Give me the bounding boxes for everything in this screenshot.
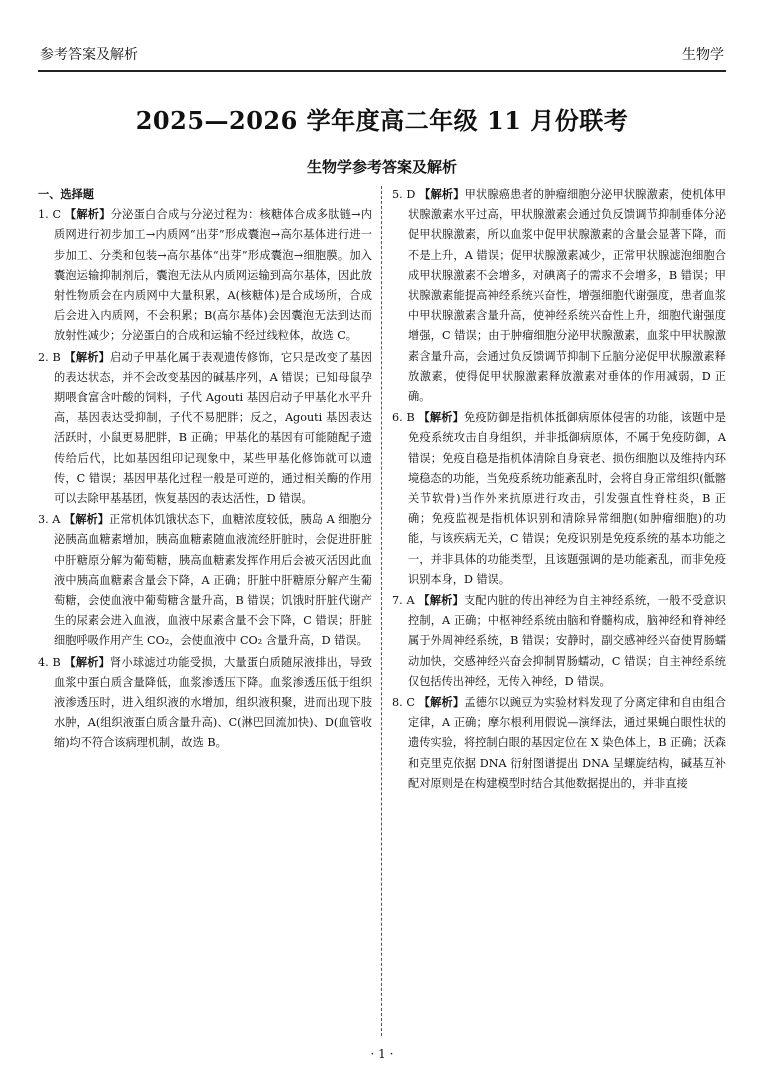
right-item-list <box>392 184 726 794</box>
analysis-text: 分泌蛋白合成与分泌过程为：核糖体合成多肽链→内质网进行初步加工→内质网“出芽”形成囊泡→高尔基体进行进一步加工、分类和包装→高尔基体“出芽”形成囊泡→细胞膜。加入囊泡运输抑制剂后，囊泡无法从内质网运输到高尔基体，因此放射性物质会在内质网中大量积累，A(核糖体)是合成场所，合成后会进入内质网，不会积累；B(高尔基体)会因囊泡无法到达而放射性减少；分泌蛋白的合成和运输不经过线粒体，故选 C。 <box>54 208 372 343</box>
left-column <box>38 184 372 754</box>
answer-number: 6. B <box>392 411 415 425</box>
analysis-label: 【解析】 <box>418 593 464 608</box>
answer-number: 4. B <box>38 655 61 669</box>
analysis-label: 【解析】 <box>64 349 111 364</box>
page-subtitle: 生物学参考答案及解析 <box>306 158 457 176</box>
answer-item <box>38 509 372 651</box>
answer-item <box>38 652 372 754</box>
page-title: 2025—2026 学年度高二年级 11 月份联考 <box>135 106 629 135</box>
left-item-list <box>38 204 372 753</box>
answer-item <box>392 184 726 407</box>
analysis-label: 【解析】 <box>418 695 465 710</box>
analysis-text: 支配内脏的传出神经为自主神经系统，一般不受意识控制，A 正确；中枢神经系统由脑和脊髓构成，脑神经和脊神经属于外周神经系统，B 错误；安静时，副交感神经兴奋使胃肠蠕动加快，交感神经兴奋会抑制胃肠蠕动，C 错误；自主神经系统仅包括传出神经，无传入神经，D 错误。 <box>408 594 726 688</box>
analysis-label: 【解析】 <box>64 207 111 222</box>
header-right: 生物学 <box>682 47 724 63</box>
answer-number: 1. C <box>38 208 62 222</box>
page-number: · 1 · <box>370 1047 394 1061</box>
analysis-label: 【解析】 <box>418 410 465 425</box>
answer-number: 8. C <box>392 696 415 710</box>
answer-number: 5. D <box>392 188 416 201</box>
answer-number: 3. A <box>38 513 61 527</box>
analysis-text: 启动子甲基化属于表观遗传修饰，它只是改变了基因的表达状态，并不会改变基因的碱基序列，A 错误；已知母鼠孕期喂食富含叶酸的饲料，子代 Agouti 基因启动子甲基化水平升高，基因表达受抑制，子代不易肥胖；反之，Agouti 基因表达活跃时，小鼠更易肥胖，B 正确；甲基化的基因有可能随配子遗传给后代，比如基因组印记现象中，某些甲基化修饰就可以遗传，C 错误；基因甲基化过程一般是可逆的，通过相关酶的作用可以去除甲基基团，恢复基因的表达活性，D 错误。 <box>54 350 372 506</box>
analysis-label: 【解析】 <box>419 187 465 201</box>
analysis-text: 免疫防御是指机体抵御病原体侵害的功能，该题中是免疫系统攻击自身组织，并非抵御病原体，不属于免疫防御，A 错误；免疫自稳是指机体清除自身衰老、损伤细胞以及维持内环境稳态的功能，当免疫系统功能紊乱时，会将自身正常组织(骶髂关节软骨)当作外来抗原进行攻击，引发强直性脊柱炎，B 正确；免疫监视是指机体识别和清除异常细胞(如肿瘤细胞)的功能，与该疾病无关，C 错误；免疫识别是免疫系统的基本功能之一，并非具体的功能类型，且该题强调的是功能紊乱，而非免疫识别本身，D 错误。 <box>408 411 726 586</box>
answer-item <box>392 590 726 692</box>
analysis-text: 正常机体饥饿状态下，血糖浓度较低，胰岛 A 细胞分泌胰高血糖素增加，胰高血糖素随血液流经肝脏时，会促进肝脏中肝糖原分解为葡萄糖，胰高血糖素发挥作用后会被灭活因此血液中胰高血糖素含量会下降，A 正确；肝脏中肝糖原分解产生葡萄糖，会使血液中葡萄糖含量升高，B 错误；饥饿时肝脏代谢产生的尿素会进入血液，血液中尿素含量不会下降，C 错误；肝脏细胞呼吸作用产生 CO₂，会使血液中 CO₂ 含量升高，D 错误。 <box>54 513 372 648</box>
analysis-label: 【解析】 <box>64 512 110 527</box>
header-left: 参考答案及解析 <box>40 47 138 63</box>
header-rule <box>38 70 726 72</box>
right-column <box>392 184 726 794</box>
answer-item <box>38 347 372 510</box>
answer-item <box>392 407 726 590</box>
analysis-label: 【解析】 <box>64 654 111 669</box>
analysis-text: 肾小球滤过功能受损，大量蛋白质随尿液排出，导致血浆中蛋白质含量降低，血浆渗透压下降。血浆渗透压低于组织液渗透压时，进入组织液的水增加，组织液积聚，进而出现下肢水肿，A(组织液蛋白质含量升高)、C(淋巴回流加快)、D(血管收缩)均不符合该病理机制，故选 B。 <box>54 655 372 750</box>
answer-number: 2. B <box>38 350 61 364</box>
analysis-text: 孟德尔以豌豆为实验材料发现了分离定律和自由组合定律，A 正确；摩尔根利用假说—演绎法，通过果蝇白眼性状的遗传实验，将控制白眼的基因定位在 X 染色体上，B 正确；沃森和克里克依据 DNA 衍射图谱提出 DNA 呈螺旋结构，碱基互补配对原则是在构建模型时结合其他数据提出的，并非直接 <box>408 696 726 790</box>
analysis-text: 甲状腺癌患者的肿瘤细胞分泌甲状腺激素，使机体甲状腺激素水平过高，甲状腺激素会通过负反馈调节抑制垂体分泌促甲状腺激素，所以血浆中促甲状腺激素的含量会显著下降，而不是上升，A 错误；促甲状腺激素减少，正常甲状腺滤泡细胞合成甲状腺激素不会增多，对碘离子的需求不会增多，B 错误；甲状腺激素能提高神经系统兴奋性，增强细胞代谢强度，患者血浆中甲状腺激素含量升高，使神经系统兴奋性上升，细胞代谢强度增强，C 错误；由于肿瘤细胞分泌甲状腺激素，血浆中甲状腺激素含量升高，会通过负反馈调节抑制下丘脑分泌促甲状腺激素释放激素，使得促甲状腺激素释放激素对垂体的作用减弱，D 正确。 <box>408 188 726 404</box>
answer-item <box>392 692 726 794</box>
section-title: 一、选择题 <box>38 187 94 201</box>
answer-number: 7. A <box>392 594 415 608</box>
column-divider <box>381 186 382 1036</box>
answer-item <box>38 204 372 346</box>
